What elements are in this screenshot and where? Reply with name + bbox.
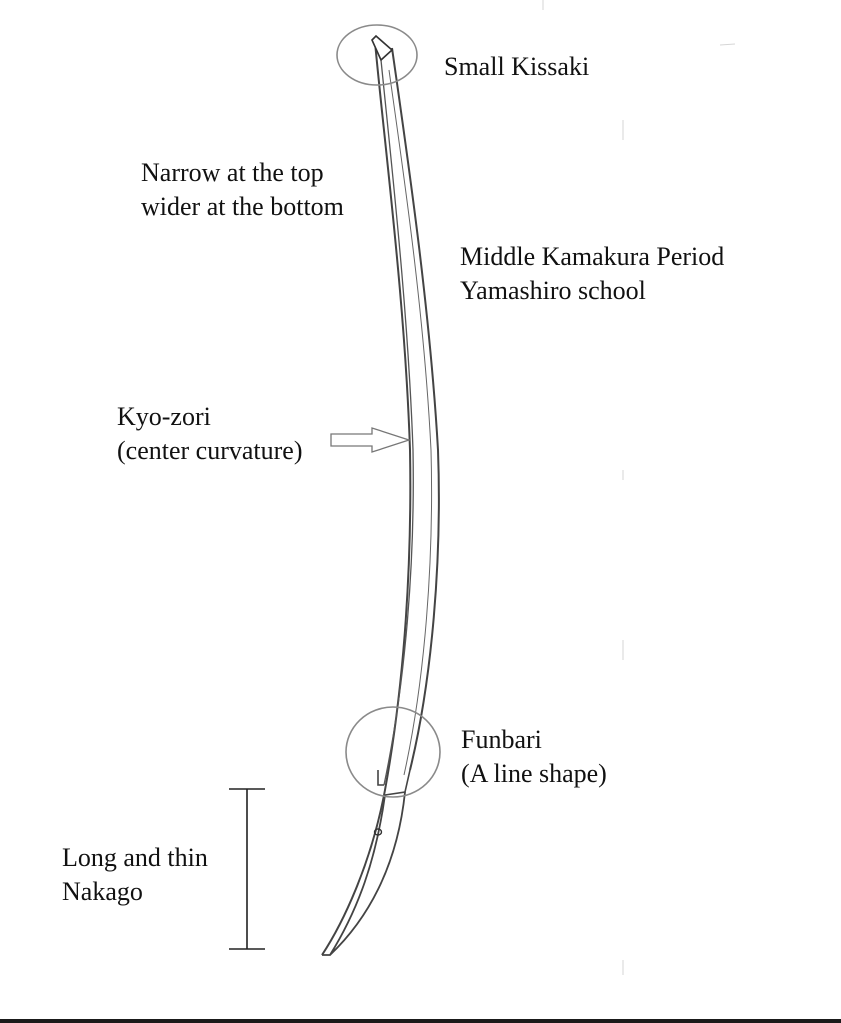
- kissaki-tip: [372, 36, 392, 60]
- nakago-tang: [322, 792, 405, 955]
- nakago-label: [62, 841, 208, 909]
- blade-shape-label: [141, 156, 344, 224]
- kyo-zori-line-1: Kyo-zori: [117, 402, 211, 431]
- nakago-line-2: Nakago: [62, 877, 143, 906]
- funbari-label: [461, 723, 607, 791]
- kyo-zori-arrow-icon: [331, 428, 409, 452]
- period-label: [460, 240, 724, 308]
- bottom-border-line: [0, 1019, 841, 1023]
- paper-marks: [543, 0, 735, 975]
- funbari-line-1: Funbari: [461, 725, 542, 754]
- kyo-zori-line-2: (center curvature): [117, 436, 303, 465]
- period-line-2: Yamashiro school: [460, 276, 646, 305]
- kyo-zori-label: [117, 400, 302, 468]
- period-line-1: Middle Kamakura Period: [460, 242, 725, 271]
- nakago-length-bracket: [229, 789, 265, 949]
- funbari-highlight-circle: [346, 707, 440, 797]
- blade-shape-line-1: Narrow at the top: [141, 158, 324, 187]
- funbari-line-2: (A line shape): [461, 759, 607, 788]
- nakago-line-1: Long and thin: [62, 843, 208, 872]
- habaki-notch: [378, 770, 410, 795]
- blade-shape-line-2: wider at the bottom: [141, 192, 344, 221]
- kissaki-label-text: Small Kissaki: [444, 52, 590, 81]
- blade-edge-line: [392, 48, 439, 770]
- kissaki-label: [444, 50, 589, 84]
